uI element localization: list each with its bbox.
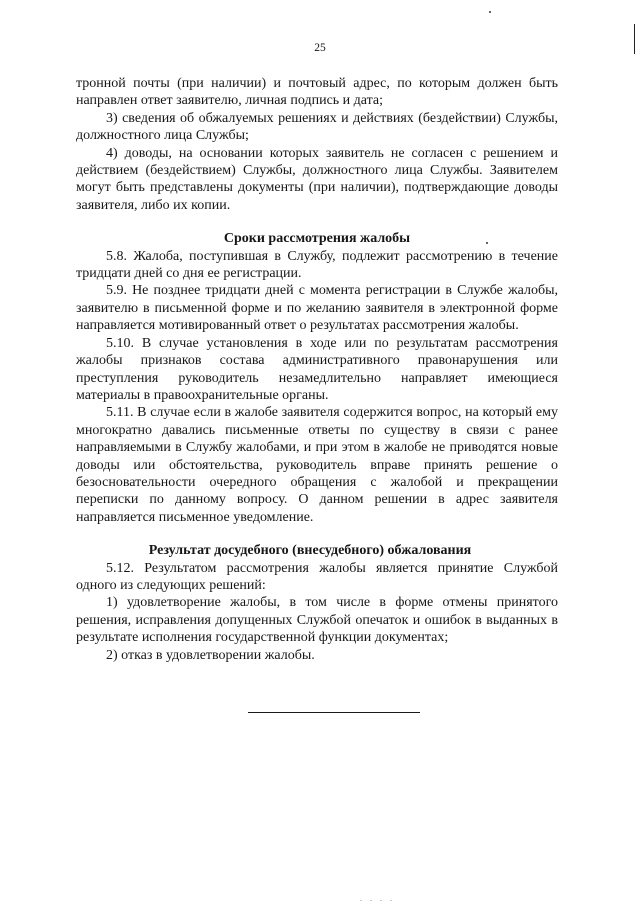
paragraph-5-8: 5.8. Жалоба, поступившая в Службу, подлежит рассмотрению в течение тридцати дней со дня ее регистрации. (76, 248, 558, 282)
section-heading-review-terms: Сроки рассмотрения жалобы (223, 231, 411, 247)
page-body (76, 75, 558, 664)
paragraph-decision-2: 2) отказ в удовлетворении жалобы. (106, 647, 315, 663)
paragraph-5-9: 5.9. Не позднее тридцати дней с момента регистрации в Службе жалобы, заявителю в письменной форме и по желанию заявителя в электронной форме направляется мотивированный ответ о результатах рассмотрения жалобы. (76, 283, 558, 334)
end-rule (248, 712, 420, 713)
paragraph-continuation: тронной почты (при наличии) и почтовый адрес, по которым должен быть направлен ответ заявителю, личная подпись и дата; (76, 76, 558, 109)
page-number: 25 (314, 42, 326, 54)
scan-speck (489, 11, 491, 13)
scan-noise: . . . . (360, 894, 395, 903)
paragraph-5-10: 5.10. В случае установления в ходе или по результатам рассмотрения жалобы признаков состава административного правонарушения или преступления руководитель незамедлительно направляет имеющиеся материалы в правоохранительные органы. (76, 335, 558, 403)
paragraph-item-3: 3) сведения об обжалуемых решениях и действиях (бездействии) Службы, должностного лица Службы; (76, 110, 558, 144)
paragraph-decision-1: 1) удовлетворение жалобы, в том числе в форме отмены принятого решения, исправления допущенных Службой опечаток и ошибок в выданных в результате исполнения государственной функции документах; (76, 595, 558, 646)
paragraph-item-4: 4) доводы, на основании которых заявитель не согласен с решением и действием (бездействием) Службы, должностного лица Службы. Заявителем могут быть представлены документы (при наличии), подтверждающие доводы заявителя, либо их копии. (76, 145, 558, 213)
section-heading-appeal-result: Результат досудебного (внесудебного) обжалования (148, 543, 472, 559)
paragraph-5-12: 5.12. Результатом рассмотрения жалобы является принятие Службой одного из следующих решений: (76, 560, 558, 593)
paragraph-5-11: 5.11. В случае если в жалобе заявителя содержится вопрос, на который ему многократно давались письменные ответы по существу в связи с ранее направляемыми в Службу жалобами, и при этом в жалобе не приводятся новые доводы или обстоятельства, руководитель вправе принять решение о безосновательности очередного обращения с жалобой и прекращении переписки по данному вопросу. О данном решении в адрес заявителя направляется письменное уведомление. (76, 405, 558, 525)
